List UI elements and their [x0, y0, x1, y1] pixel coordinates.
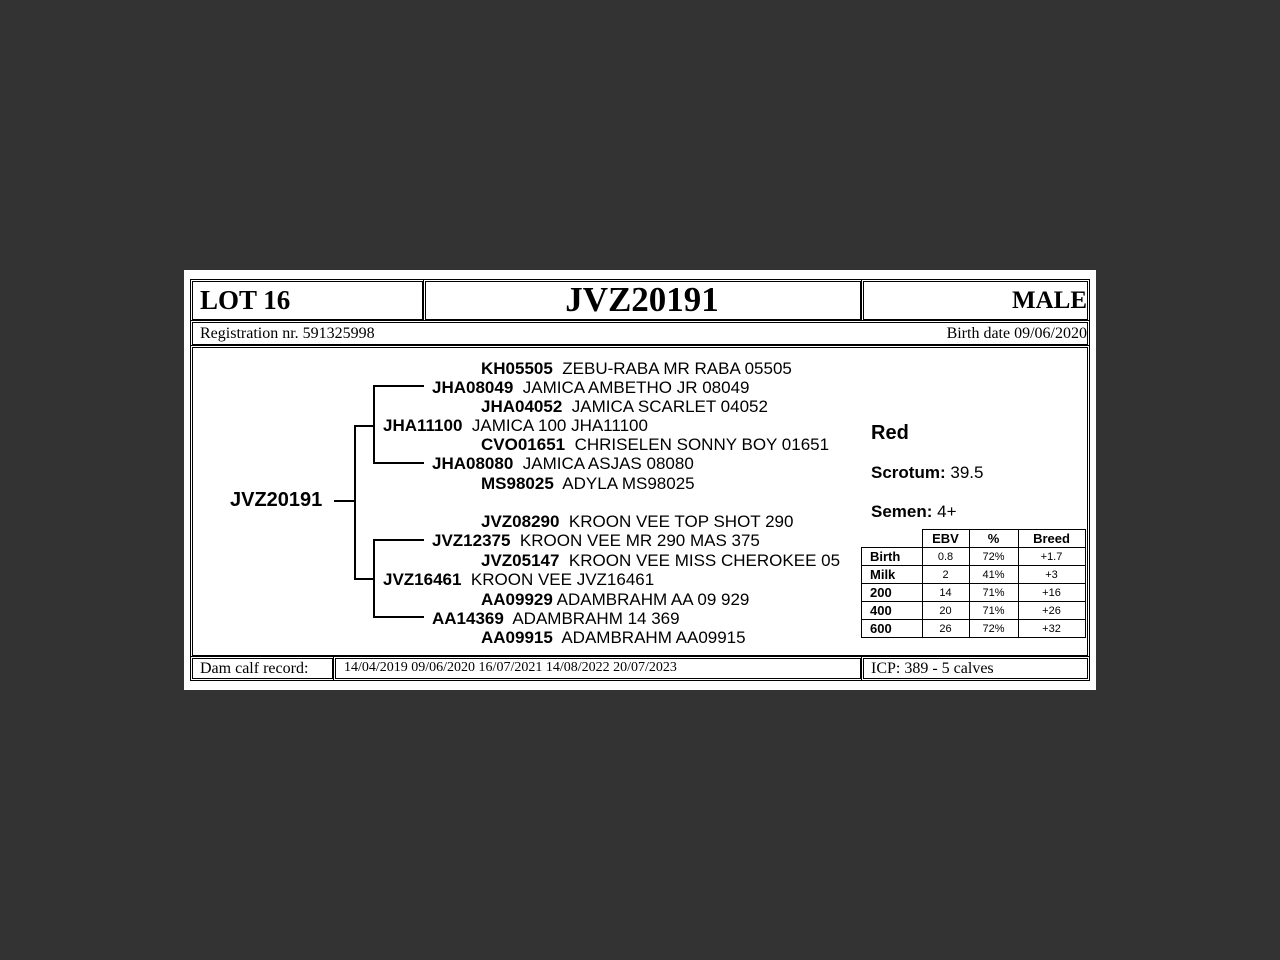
ebv-value: 20	[922, 602, 969, 620]
ebv-header-row	[862, 530, 1086, 548]
pedigree-dam-sire-sire: JVZ08290 KROON VEE TOP SHOT 290	[481, 512, 794, 531]
subject-connector	[334, 500, 354, 502]
dam-connector	[354, 578, 374, 580]
pedigree-sire-sire-sire: KH05505 ZEBU-RABA MR RABA 05505	[481, 359, 792, 378]
pct-value: 41%	[969, 566, 1018, 584]
dam-dam-connector	[373, 616, 424, 618]
breed-header: Breed	[1018, 530, 1085, 548]
pct-value: 72%	[969, 548, 1018, 566]
pedigree-dam-dam: AA14369 ADAMBRAHM 14 369	[432, 609, 680, 628]
sire-connector	[354, 425, 374, 427]
ebv-value: 0.8	[922, 548, 969, 566]
scrotum-stat: Scrotum: 39.5	[871, 463, 984, 482]
pct-header: %	[969, 530, 1018, 548]
ebv-value: 2	[922, 566, 969, 584]
coat-color: Red	[871, 422, 909, 444]
row-label: 600	[862, 620, 923, 638]
pct-value: 71%	[969, 584, 1018, 602]
breed-value: +16	[1018, 584, 1085, 602]
table-row	[862, 584, 1086, 602]
birth-date: Birth date 09/06/2020	[946, 325, 1087, 342]
pedigree-dam: JVZ16461 KROON VEE JVZ16461	[383, 570, 655, 589]
semen-stat: Semen: 4+	[871, 502, 957, 521]
sex-label: MALE	[1012, 287, 1087, 314]
pct-value: 71%	[969, 602, 1018, 620]
lot-card	[184, 270, 1096, 690]
sire-vertical-line	[373, 385, 375, 464]
pedigree-sire: JHA11100 JAMICA 100 JHA11100	[383, 416, 648, 435]
table-row	[862, 602, 1086, 620]
lot-number: LOT 16	[200, 285, 291, 315]
ebv-corner	[862, 530, 923, 548]
pedigree-dam-sire-dam: JVZ05147 KROON VEE MISS CHEROKEE 05	[481, 551, 841, 570]
dam-calf-dates: 14/04/2019 09/06/2020 16/07/2021 14/08/2022 20/07/2023	[344, 660, 677, 675]
breed-value: +3	[1018, 566, 1085, 584]
ebv-table	[861, 529, 1086, 638]
breed-value: +32	[1018, 620, 1085, 638]
pedigree-sire-dam-sire: CVO01651 CHRISELEN SONNY BOY 01651	[481, 435, 830, 454]
pedigree-dam-dam-dam: AA09915 ADAMBRAHM AA09915	[481, 628, 746, 647]
sire-sire-connector	[373, 385, 424, 387]
pedigree-sire-sire: JHA08049 JAMICA AMBETHO JR 08049	[432, 378, 750, 397]
dam-sire-connector	[373, 539, 424, 541]
breed-value: +26	[1018, 602, 1085, 620]
animal-id-title: JVZ20191	[565, 280, 719, 319]
table-row	[862, 548, 1086, 566]
pedigree-dam-dam-sire: AA09929 ADAMBRAHM AA 09 929	[481, 590, 750, 609]
row-label: 400	[862, 602, 923, 620]
row-label: 200	[862, 584, 923, 602]
pedigree-dam-sire: JVZ12375 KROON VEE MR 290 MAS 375	[432, 531, 760, 550]
pedigree-sire-dam: JHA08080 JAMICA ASJAS 08080	[432, 454, 694, 473]
table-row	[862, 566, 1086, 584]
pedigree-subject: JVZ20191	[230, 489, 323, 511]
pedigree-sire-sire-dam: JHA04052 JAMICA SCARLET 04052	[481, 397, 768, 416]
pct-value: 72%	[969, 620, 1018, 638]
ebv-header: EBV	[922, 530, 969, 548]
dam-vertical-line	[373, 539, 375, 618]
main-vertical-line	[354, 425, 356, 580]
icp-value: ICP: 389 - 5 calves	[871, 660, 994, 677]
breed-value: +1.7	[1018, 548, 1085, 566]
row-label: Birth	[862, 548, 923, 566]
sire-dam-connector	[373, 462, 424, 464]
ebv-value: 26	[922, 620, 969, 638]
table-row	[862, 620, 1086, 638]
ebv-value: 14	[922, 584, 969, 602]
dam-calf-label: Dam calf record:	[200, 660, 309, 677]
pedigree-sire-dam-dam: MS98025 ADYLA MS98025	[481, 474, 695, 493]
row-label: Milk	[862, 566, 923, 584]
registration-number: Registration nr. 591325998	[200, 325, 375, 342]
